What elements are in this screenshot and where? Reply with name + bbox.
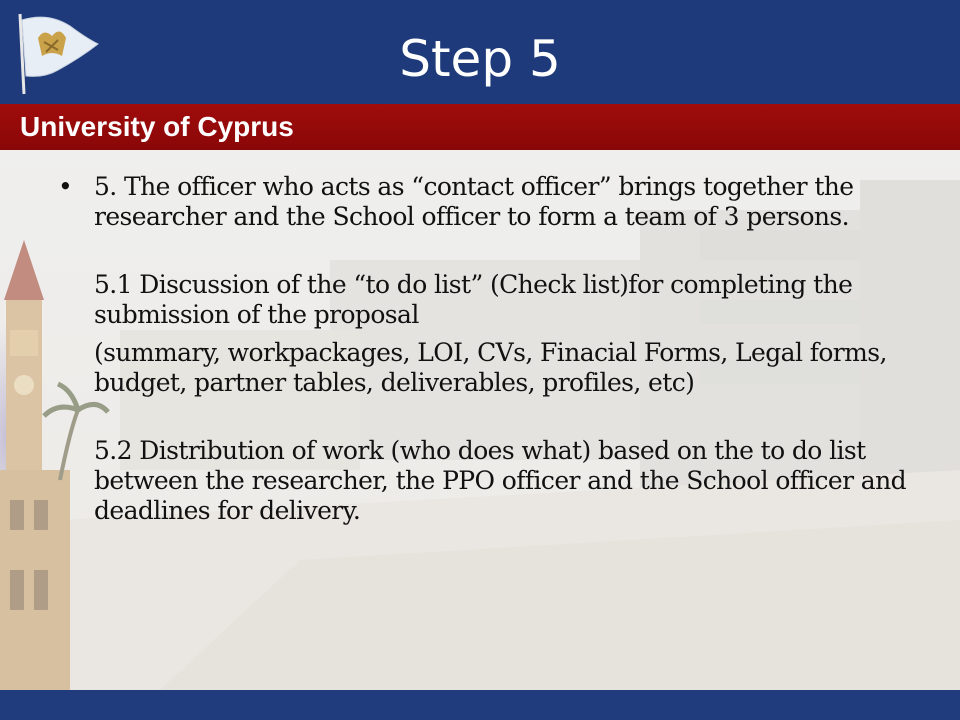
paragraph-5-1: 5.1 Discussion of the “to do list” (Check list)for completing the submission of the proposal bbox=[94, 270, 853, 329]
bullet-paragraph-main bbox=[58, 172, 924, 232]
paragraph-5-1-list: (summary, workpackages, LOI, CVs, Finacial Forms, Legal forms, budget, partner tables, deliverables, profiles, etc) bbox=[94, 338, 887, 397]
footer-bar bbox=[0, 690, 960, 720]
slide-title: Step 5 bbox=[399, 30, 561, 88]
paragraph-5-2: 5.2 Distribution of work (who does what) based on the to do list between the researcher, the PPO officer and the School officer and deadlines for delivery. bbox=[94, 436, 906, 525]
slide-content bbox=[58, 172, 924, 526]
bullet-marker: • bbox=[58, 172, 73, 201]
institution-name: University of Cyprus bbox=[20, 111, 294, 142]
paragraph-text-main: 5. The officer who acts as “contact officer” brings together the researcher and the School officer to form a team of 3 persons. bbox=[94, 172, 854, 231]
